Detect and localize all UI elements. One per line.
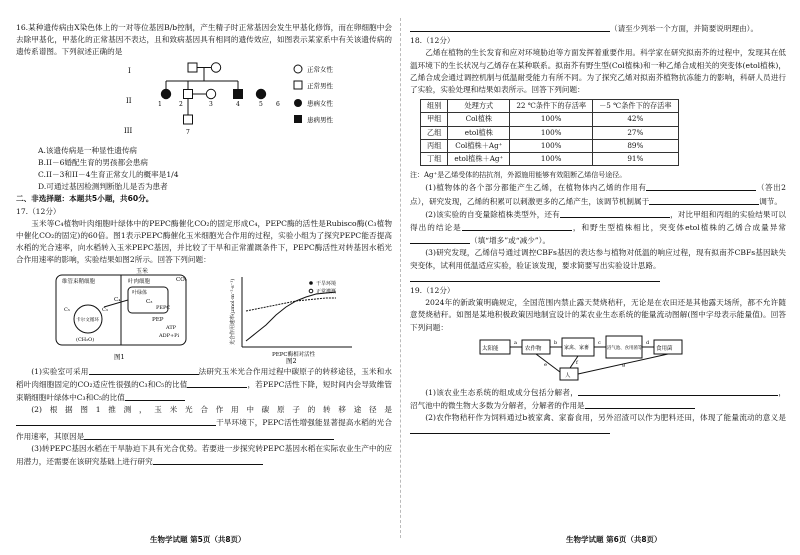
answer-blank[interactable]	[410, 22, 610, 32]
fig1-label-adp: ADP+Pi	[159, 332, 180, 339]
table-row	[421, 126, 679, 139]
answer-blank[interactable]	[649, 195, 759, 205]
table-cell: 91%	[593, 153, 678, 166]
table-cell: 27%	[593, 126, 678, 139]
answer-blank[interactable]	[578, 386, 778, 396]
fig1-label-mesophyll: 叶肉细胞	[128, 278, 151, 285]
gen-label-1: I	[128, 66, 131, 75]
page-divider	[400, 18, 401, 538]
num-6: 6	[276, 100, 280, 108]
person-II2	[184, 89, 193, 98]
fig1-label-co2: CO₂	[176, 276, 187, 283]
q19-paragraph: 2024年的新政策明确规定，全国范围内禁止露天焚烧秸秆，无论是在农田还是其他露天场所，都不允许随意焚烧秸秆。如图是某地积极政策因地制宜设计的某农业生态系统的能量流动图解(图中字母表示能量值)。回答下列问题：	[410, 298, 786, 332]
legend-affected-female: 患病女性	[307, 99, 333, 108]
q16-option-b: B.II－6婚配生育的男孩都会患病	[38, 157, 148, 167]
table-header: 处理方式	[448, 100, 510, 113]
q17-continuation: （请至少列举一个方面，并简要说明理由）。	[410, 22, 786, 35]
letter-c: c	[598, 339, 601, 346]
footer-page-5: 生物学试题 第5页（共8页）	[150, 535, 246, 544]
q18-s3: (3)研究发现，乙烯信号通过调控CBFs基因的表达参与植物对低温的响应过程，现有拟南芥CBFs基因缺失突变体，试利用低温适应实验，验证该发现，要求简要写出实验设计思路。	[410, 248, 786, 270]
node-livestock: 家禽、家畜	[564, 344, 590, 351]
fig1-label-bundle: 维管束鞘细胞	[62, 278, 96, 285]
table-cell: 89%	[593, 139, 678, 152]
node-crops: 农作物	[525, 345, 542, 352]
num-5: 5	[259, 100, 263, 108]
q17-figures	[16, 267, 392, 365]
answer-blank[interactable]	[646, 181, 756, 191]
fig1-label-pepc: PEPC	[156, 304, 171, 311]
q18-s2: (2)该实验的自变量除植株类型外，还有 ，对比甲组和丙组的实验结果可以得出的结论是 ，和野生型植株相比，突变体etol植株的乙烯合成量异常（填“增多”或“减少”）。	[410, 209, 786, 246]
section-title: 二、非选择题：本题共5小题，共60分。	[16, 194, 154, 204]
answer-blank[interactable]	[585, 399, 695, 409]
legend-normal-male: 正常男性	[307, 81, 333, 90]
num-3: 3	[209, 100, 213, 108]
answer-blank[interactable]	[187, 378, 247, 388]
q17-s2: (2)根据图1推测，玉米光合作用中碳原子的转移途径是干旱环境下，PEPC活性增强能显著提高水稻的光合作用速率，其原因是	[16, 405, 392, 441]
letter-d: d	[646, 339, 650, 346]
letter-f: f	[576, 359, 578, 366]
table-cell: 100%	[510, 153, 593, 166]
table-row	[421, 113, 679, 126]
q19-s2: (2)农作物秸秆作为饲料通过b被家禽、家畜食用，另外沼渣可以作为肥料还田，体现了能量流动的意义是	[410, 412, 786, 437]
fig1-label-chloroplast: 叶绿体	[132, 289, 148, 296]
table-cell: 丙组	[421, 139, 448, 152]
letter-g: g	[622, 361, 626, 368]
table-cell: 100%	[510, 139, 593, 152]
q16-option-d: D.可通过基因检测判断胎儿是否为患者	[38, 182, 168, 192]
left-page	[16, 22, 392, 532]
node-sun: 太阳能	[482, 345, 499, 352]
q17-paragraph: 玉米等C₄植物叶肉细胞叶绿体中的PEPC酶催化CO₂的固定形成C₄，PEPC酶的活性是Rubisco酶(C₃植物中催化CO₂的固定)的60倍。图1表示PEPC酶催化玉米细胞光合作用的过程，实验小组为了探究PEPC能否提高水稻的光合速率，向水稻转入玉米PEPC基因，并比较了干旱和正常灌溉条件下，PEPC酶活性对转基因水稻光合作用速率的影响，实验结果如图2所示。回答下列问题：	[16, 218, 392, 265]
table-cell: etol植株	[448, 126, 510, 139]
node-biogas: 沼气池、食用菌等	[607, 345, 643, 351]
person-I2	[211, 62, 220, 71]
letter-b: b	[554, 339, 558, 346]
num-4: 4	[236, 100, 240, 108]
q16-option-c: C.II－3和II－4生育正常女儿的概率是1/4	[38, 170, 179, 180]
table-row	[421, 139, 679, 152]
answer-blank[interactable]	[153, 455, 263, 465]
table-row	[421, 153, 679, 166]
fig1-label-c4: C₄	[114, 296, 121, 303]
fig1-label-calvin: 卡尔文循环	[76, 317, 99, 323]
fig2-legend-drought: 干旱环境	[316, 280, 337, 287]
answer-blank[interactable]	[84, 430, 334, 440]
letter-a: a	[514, 339, 517, 346]
person-II3	[206, 89, 215, 98]
pedigree-figure	[16, 59, 392, 145]
fig1-label-atp: ATP	[166, 324, 177, 331]
node-fungi: 食用菌	[656, 345, 673, 352]
fig1-label-pep: PEP	[152, 316, 164, 323]
table-cell: Col植株＋Ag⁺	[448, 139, 510, 152]
fig1-label-corn: 玉米	[136, 267, 149, 275]
footer-page-6: 生物学试题 第6页（共8页）	[566, 535, 662, 544]
fig2-caption: 图2	[286, 356, 297, 365]
node-human: 人	[565, 372, 571, 379]
person-II4	[234, 89, 243, 98]
q18-s3-answer	[410, 272, 786, 285]
num-2: 2	[179, 100, 183, 108]
answer-blank[interactable]	[462, 221, 572, 231]
q17-s3: (3)转PEPC基因水稻在干旱胁迫下具有光合优势。若要进一步探究转PEPC基因水稻在实际农业生产中的应用潜力，还需要在该研究基础上进行研究	[16, 443, 392, 467]
fig1-label-ch2o: (CH₂O)	[76, 336, 95, 343]
legend-affected-male: 患病男性	[307, 115, 333, 124]
fig2-ylabel: 光合作用速率(μmol·m⁻²·s⁻¹)	[230, 278, 236, 345]
q16-stem: 16.某种遗传病由X染色体上的一对等位基因B/b控制，产生精子时正常基因会发生甲基化修饰，而在卵细胞中会去除甲基化，甲基化的正常基因不表达，且和致病基因具有相同的遗传效应，如图表示某家系中有关该遗传病的遗传系谱图。下列叙述正确的是	[16, 23, 392, 57]
fig2-xlabel: PEPC酶相对活性	[272, 351, 316, 358]
q18-s1: (1)植物体的各个部分都能产生乙烯，在植物体内乙烯的作用有 （答出2点），研究发现，乙烯的积累可以刺激更多的乙烯产生，该调节机制属于 调节。	[410, 183, 786, 206]
fig2-line-drought	[246, 292, 336, 341]
q19-head: 19.（12分）	[410, 286, 455, 296]
table-cell: Col植株	[448, 113, 510, 126]
fig1-label-c3b: C₃	[102, 306, 108, 313]
table-header: 22 ℃条件下的存活率	[510, 100, 593, 113]
table-header: －5 ℃条件下的存活率	[593, 100, 678, 113]
q18-head: 18.（12分）	[410, 36, 455, 46]
right-page	[410, 22, 786, 532]
table-cell: 甲组	[421, 113, 448, 126]
q18-paragraph: 乙烯在植物的生长发育和应对环境胁迫等方面发挥着重要作用。科学家在研究拟南芥的过程中，发现其在低温环境下的生长状况与乙烯存在某种联系。拟南芥有野生型(Col植株)和一种乙烯合成相关的突变体(etol植株)，乙烯合成会通过调控机制与低温耐受能力有所不同。为了探究乙烯对拟南芥植物抗冻能力的影响，科研人员进行了实验，实验处理和结果如表所示。回答下列问题：	[410, 48, 786, 95]
answer-blank[interactable]	[410, 424, 610, 434]
gen-label-3: III	[124, 126, 133, 135]
fig1-label-c3: C₃	[146, 298, 153, 305]
q17-figure-svg	[16, 267, 392, 365]
fig2-legend-normal: 正常灌溉	[316, 288, 337, 295]
pedigree-chart	[16, 59, 392, 145]
table-cell: 100%	[510, 113, 593, 126]
answer-blank[interactable]	[410, 272, 660, 282]
q16-option-a: A.该遗传病是一种显性遗传病	[38, 145, 138, 155]
table-cell: 100%	[510, 126, 593, 139]
q17-s1: (1)实验室可采用 法研究玉米光合作用过程中碳原子的转移途径，玉米和水稻叶肉细胞固定的CO₂适应性很强的C₃和C₅的比值 ，若PEPC活性下降，短时间内会导致维管束鞘细胞叶绿体中C₃和C₅的比值	[16, 366, 392, 403]
table-cell: 丁组	[421, 153, 448, 166]
person-III1	[184, 115, 193, 124]
q19-s1: (1)该农业生态系统的组成成分包括分解者， ，沼气池中的微生物大多数为分解者，分解者的作用是	[410, 387, 786, 411]
answer-blank[interactable]	[560, 208, 670, 218]
energy-flow-svg	[410, 334, 786, 386]
legend-normal-female: 正常女性	[307, 65, 333, 74]
person-II1	[161, 89, 170, 98]
q18-table	[420, 99, 679, 166]
num-1: 1	[158, 100, 162, 108]
table-cell: 42%	[593, 113, 678, 126]
letter-e: e	[544, 361, 547, 368]
fig1-label-c5: C₅	[64, 306, 70, 313]
answer-blank[interactable]	[125, 391, 185, 401]
table-cell: 乙组	[421, 126, 448, 139]
gen-label-2: II	[126, 96, 132, 105]
num-7: 7	[186, 128, 190, 136]
answer-blank[interactable]	[16, 416, 216, 426]
table-header-row	[421, 100, 679, 113]
person-II5	[256, 89, 265, 98]
answer-blank[interactable]	[410, 234, 470, 244]
person-I1	[188, 63, 197, 72]
q18-note: 注：Ag⁺是乙烯受体的拮抗剂，外源施用能够有效阻断乙烯信号途径。	[410, 171, 627, 180]
table-header: 组别	[421, 100, 448, 113]
q17-head: 17.（12分）	[16, 206, 61, 216]
table-cell: etol植株＋Ag⁺	[448, 153, 510, 166]
answer-blank[interactable]	[89, 365, 199, 375]
fig1-caption: 图1	[114, 352, 125, 361]
q19-energy-diagram	[410, 334, 786, 386]
